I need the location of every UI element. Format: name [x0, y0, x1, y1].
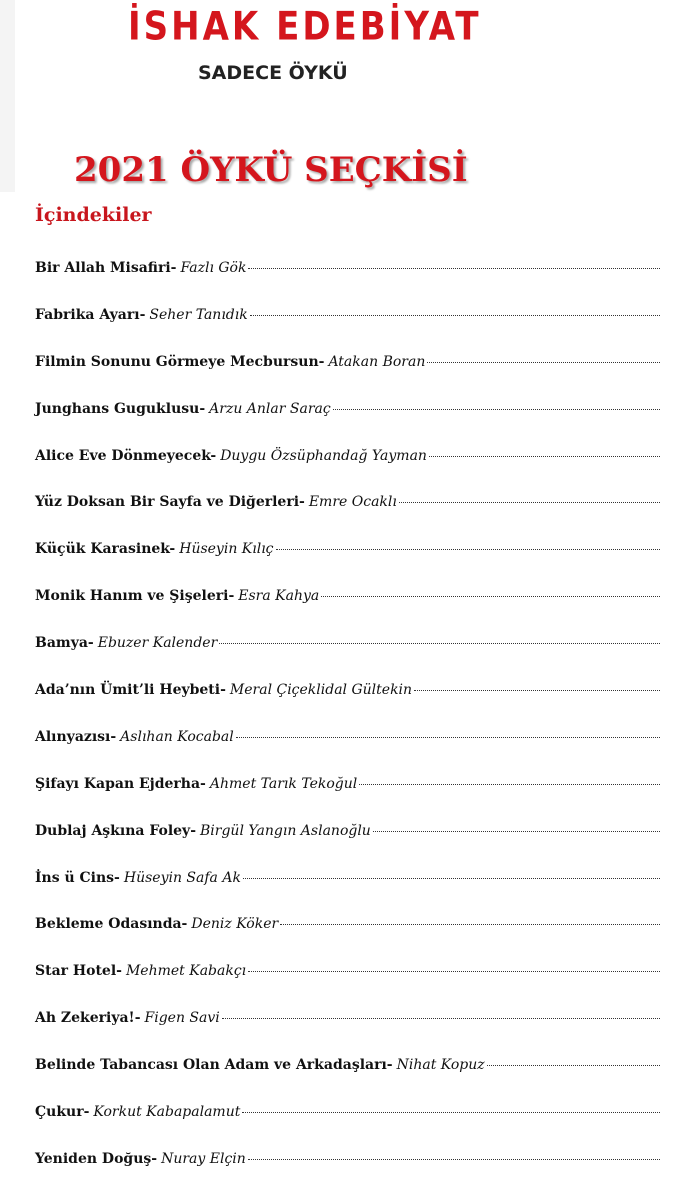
toc-dot-leader	[427, 362, 660, 363]
brand-tagline: SADECE ÖYKÜ	[198, 62, 348, 84]
toc-dot-leader	[243, 878, 660, 879]
toc-entry-author: Nihat Kopuz	[396, 1057, 485, 1074]
toc-entry-author: Esra Kahya	[238, 588, 320, 605]
toc-dot-leader	[222, 1018, 660, 1019]
toc-entry	[35, 774, 660, 821]
toc-entry	[35, 446, 660, 493]
toc-entry-title: Yüz Doksan Bir Sayfa ve Diğerleri-	[35, 494, 305, 511]
toc-entry-author: Birgül Yangın Aslanoğlu	[200, 822, 371, 839]
toc-entry-author: Hüseyin Kılıç	[179, 541, 274, 558]
toc-entry	[35, 868, 660, 915]
toc-entry	[35, 492, 660, 539]
toc-entry-title: Monik Hanım ve Şişeleri-	[35, 588, 235, 605]
toc-dot-leader	[333, 409, 660, 410]
toc-entry-title: Alınyazısı-	[35, 728, 117, 745]
toc-entry	[35, 258, 660, 305]
toc-dot-leader	[359, 784, 660, 785]
toc-entry	[35, 1102, 660, 1149]
toc-entry-title: Alice Eve Dönmeyecek-	[35, 447, 217, 464]
toc-dot-leader	[414, 690, 660, 691]
toc-dot-leader	[280, 924, 660, 925]
toc-entry	[35, 633, 660, 680]
toc-dot-leader	[276, 549, 660, 550]
toc-entry-author: Hüseyin Safa Ak	[123, 869, 241, 886]
toc-entry-title: Filmin Sonunu Görmeye Mecbursun-	[35, 353, 325, 370]
toc-entry-title: Fabrika Ayarı-	[35, 306, 146, 323]
toc-entry-title: Star Hotel-	[35, 963, 122, 980]
toc-entry-title: Ah Zekeriya!-	[35, 1010, 141, 1027]
toc-entry-author: Korkut Kabapalamut	[93, 1104, 241, 1121]
toc-dot-leader	[399, 502, 660, 503]
toc-dot-leader	[321, 596, 660, 597]
toc-entry-title: Şifayı Kapan Ejderha-	[35, 775, 206, 792]
toc-entry	[35, 914, 660, 961]
table-of-contents	[35, 258, 660, 1196]
toc-dot-leader	[248, 268, 660, 269]
toc-entry-author: Figen Savi	[144, 1010, 220, 1027]
toc-dot-leader	[236, 737, 660, 738]
toc-entry-author: Ebuzer Kalender	[97, 635, 218, 652]
toc-dot-leader	[429, 456, 660, 457]
toc-entry	[35, 680, 660, 727]
toc-dot-leader	[248, 971, 660, 972]
toc-entry	[35, 727, 660, 774]
toc-entry	[35, 821, 660, 868]
toc-entry	[35, 1008, 660, 1055]
toc-entry-author: Deniz Köker	[191, 916, 279, 933]
toc-entry-title: İns ü Cins-	[35, 869, 120, 886]
toc-entry	[35, 961, 660, 1008]
toc-entry	[35, 352, 660, 399]
page-title: 2021 ÖYKÜ SEÇKİSİ	[74, 150, 468, 190]
toc-entry	[35, 399, 660, 446]
toc-dot-leader	[219, 643, 660, 644]
toc-entry-title: Bamya-	[35, 635, 94, 652]
toc-entry	[35, 1055, 660, 1102]
toc-entry-title: Küçük Karasinek-	[35, 541, 176, 558]
toc-entry	[35, 586, 660, 633]
toc-dot-leader	[487, 1065, 660, 1066]
toc-entry	[35, 305, 660, 352]
toc-dot-leader	[242, 1112, 660, 1113]
toc-entry-title: Çukur-	[35, 1104, 90, 1121]
toc-entry-author: Nuray Elçin	[161, 1150, 246, 1167]
toc-entry-title: Belinde Tabancası Olan Adam ve Arkadaşları-	[35, 1057, 393, 1074]
toc-entry-title: Ada’nın Ümit’li Heybeti-	[35, 682, 226, 699]
toc-entry-title: Bir Allah Misafiri-	[35, 260, 177, 276]
toc-entry-author: Mehmet Kabakçı	[125, 963, 247, 980]
toc-dot-leader	[373, 831, 660, 832]
toc-entry-author: Arzu Anlar Saraç	[209, 400, 331, 417]
toc-entry-title: Dublaj Aşkına Foley-	[35, 822, 197, 839]
toc-entry-author: Meral Çiçeklidal Gültekin	[229, 682, 413, 699]
toc-entry-title: Bekleme Odasında-	[35, 916, 188, 933]
page-edge	[0, 0, 15, 192]
toc-entry-author: Emre Ocaklı	[308, 494, 397, 511]
toc-dot-leader	[250, 315, 660, 316]
toc-entry-author: Duygu Özsüphandağ Yayman	[220, 447, 427, 464]
toc-entry-title: Yeniden Doğuş-	[35, 1150, 158, 1167]
toc-entry	[35, 1149, 660, 1196]
toc-entry	[35, 539, 660, 586]
toc-heading: İçindekiler	[35, 204, 152, 226]
toc-entry-author: Ahmet Tarık Tekoğul	[209, 775, 358, 792]
toc-entry-author: Fazlı Gök	[180, 260, 247, 276]
toc-entry-title: Junghans Guguklusu-	[35, 400, 206, 417]
brand-logo-text: İSHAK EDEBİYAT	[128, 4, 482, 50]
toc-entry-author: Seher Tanıdık	[149, 306, 248, 323]
toc-entry-author: Atakan Boran	[328, 353, 426, 370]
toc-dot-leader	[248, 1159, 660, 1160]
toc-entry-author: Aslıhan Kocabal	[120, 728, 234, 745]
